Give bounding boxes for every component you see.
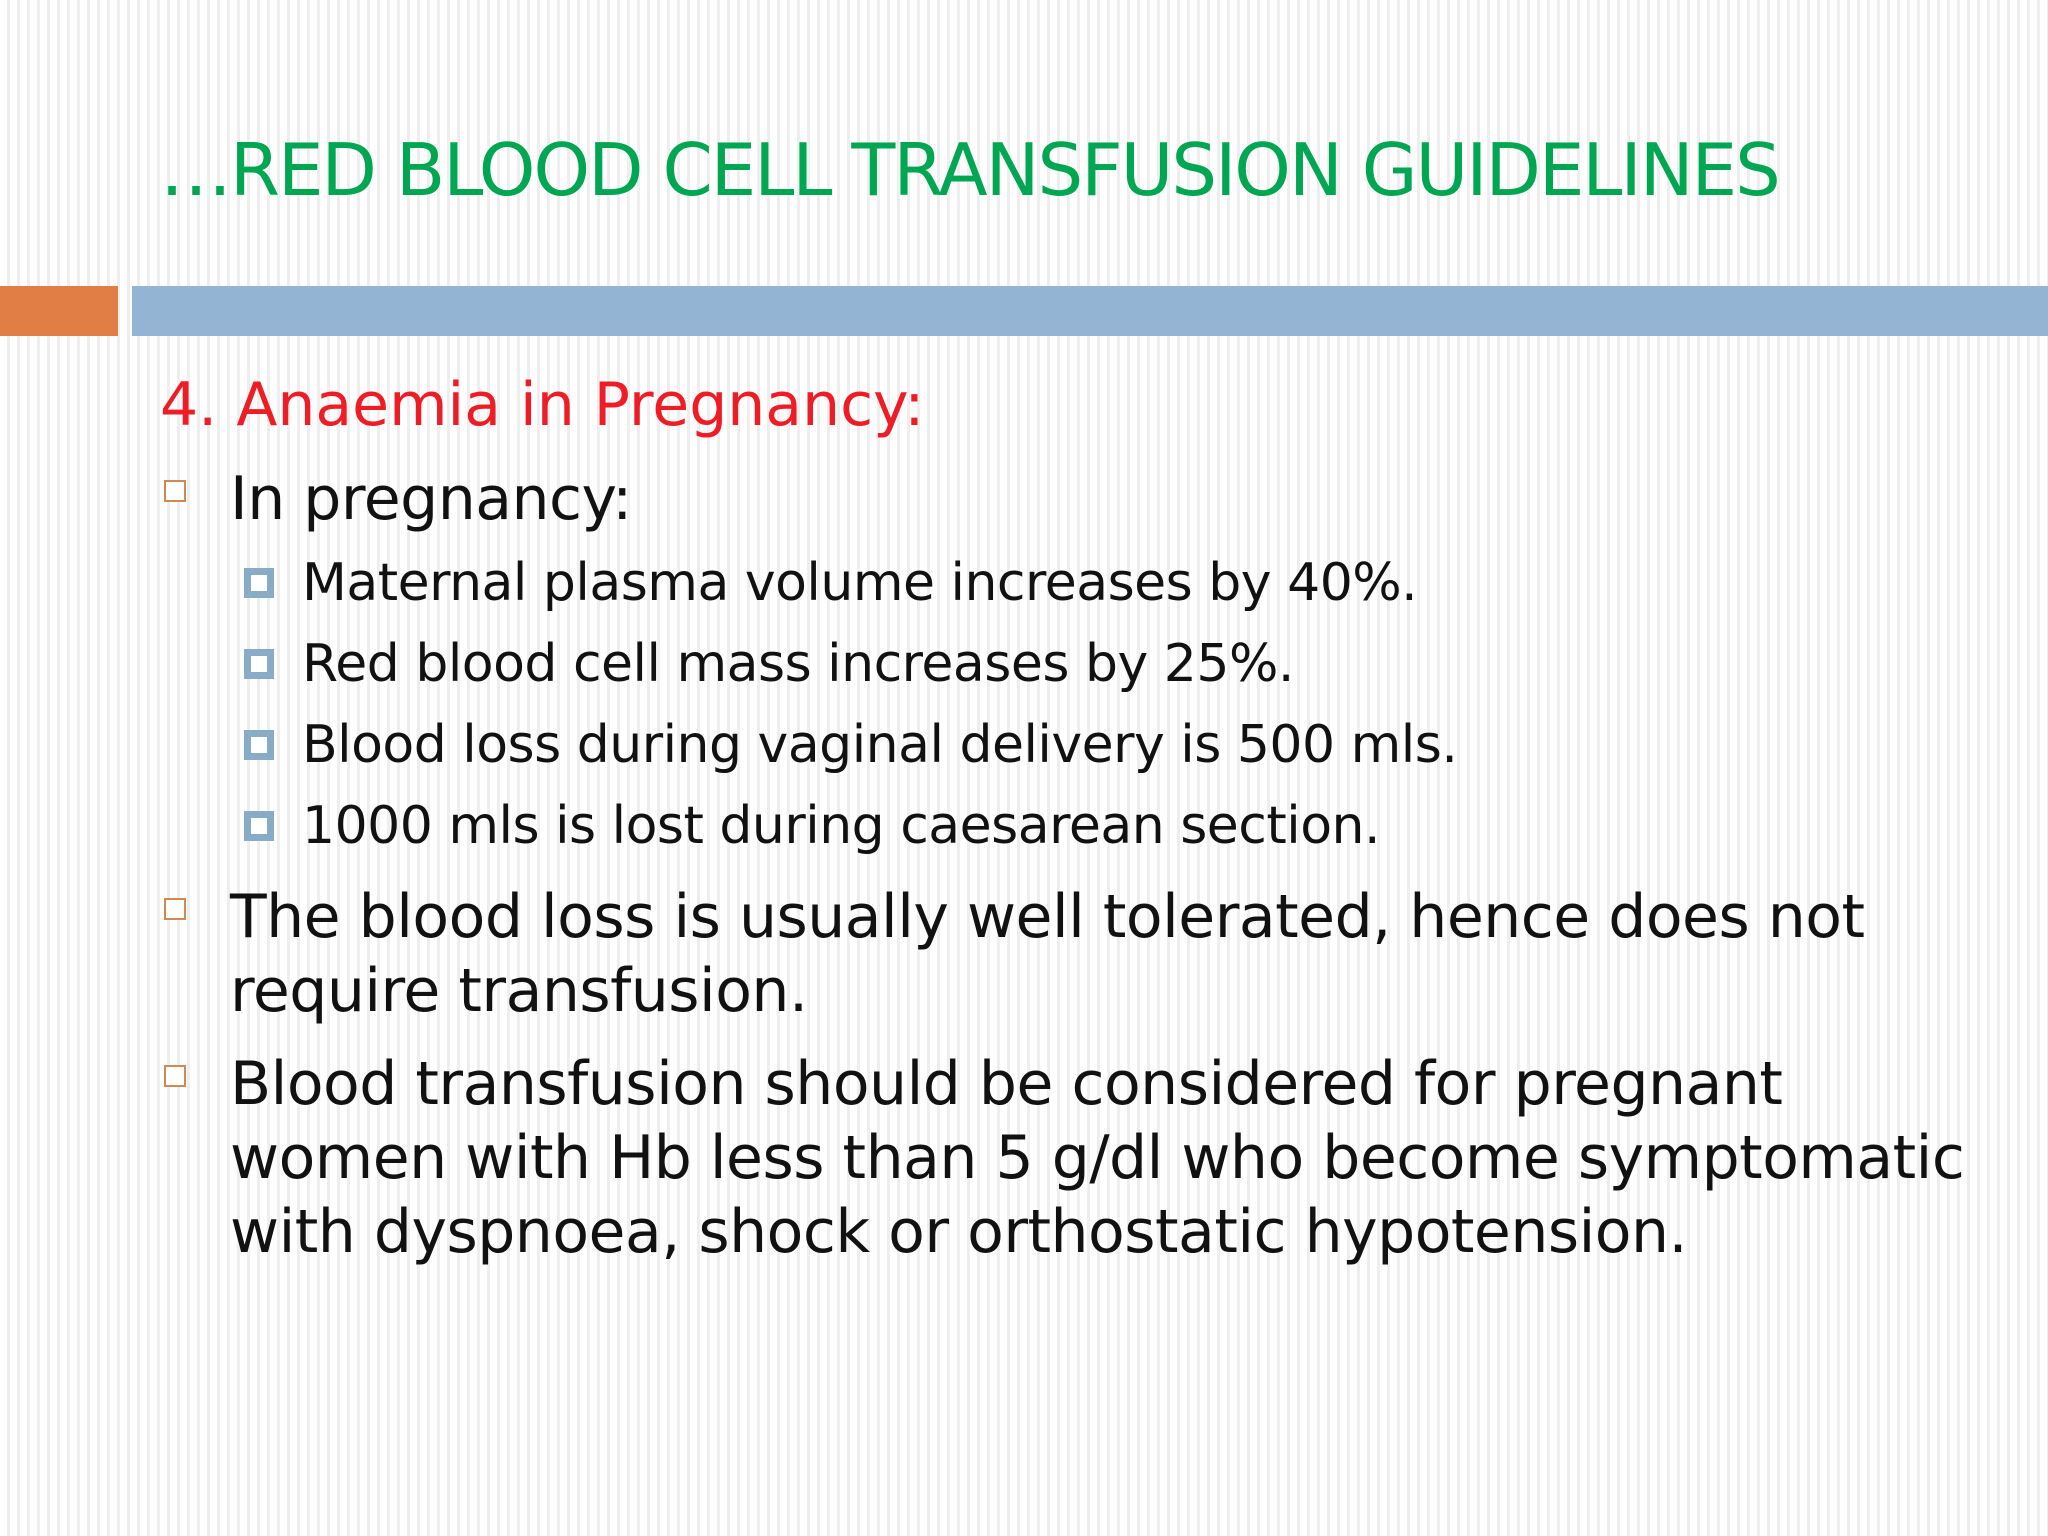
hollow-square-icon	[164, 898, 186, 920]
bullet-in-pregnancy	[160, 462, 2000, 536]
subbullet-caesarean	[242, 791, 2002, 861]
subbullet-text: 1000 mls is lost during caesarean section.	[302, 796, 1381, 856]
subbullet-vaginal-delivery	[242, 710, 2002, 780]
hollow-square-icon	[164, 1065, 186, 1087]
subbullet-text: Red blood cell mass increases by 25%.	[302, 634, 1294, 694]
framed-square-icon	[244, 568, 274, 598]
slide-title: …RED BLOOD CELL TRANSFUSION GUIDELINES	[160, 128, 1779, 212]
bullet-text: The blood loss is usually well tolerated, hence does not require transfusion.	[230, 882, 1865, 1026]
framed-square-icon	[244, 649, 274, 679]
subbullet-text: Blood loss during vaginal delivery is 500 mls.	[302, 715, 1458, 775]
subbullet-rbc-mass	[242, 629, 2002, 699]
accent-bar-orange	[0, 286, 118, 336]
bullet-transfusion-considered	[160, 1047, 2000, 1269]
subbullet-plasma-volume	[242, 548, 2002, 618]
bullet-blood-loss-tolerated	[160, 880, 2000, 1028]
framed-square-icon	[244, 811, 274, 841]
accent-bar-blue	[132, 286, 2048, 336]
hollow-square-icon	[164, 480, 186, 502]
bullet-text: Blood transfusion should be considered for pregnant women with Hb less than 5 g/dl who become symptomatic with dyspnoea, shock or orthostatic hypotension.	[230, 1049, 1965, 1267]
section-heading: 4. Anaemia in Pregnancy:	[160, 370, 925, 440]
framed-square-icon	[244, 730, 274, 760]
subbullet-text: Maternal plasma volume increases by 40%.	[302, 553, 1418, 613]
bullet-text: In pregnancy:	[230, 464, 632, 534]
